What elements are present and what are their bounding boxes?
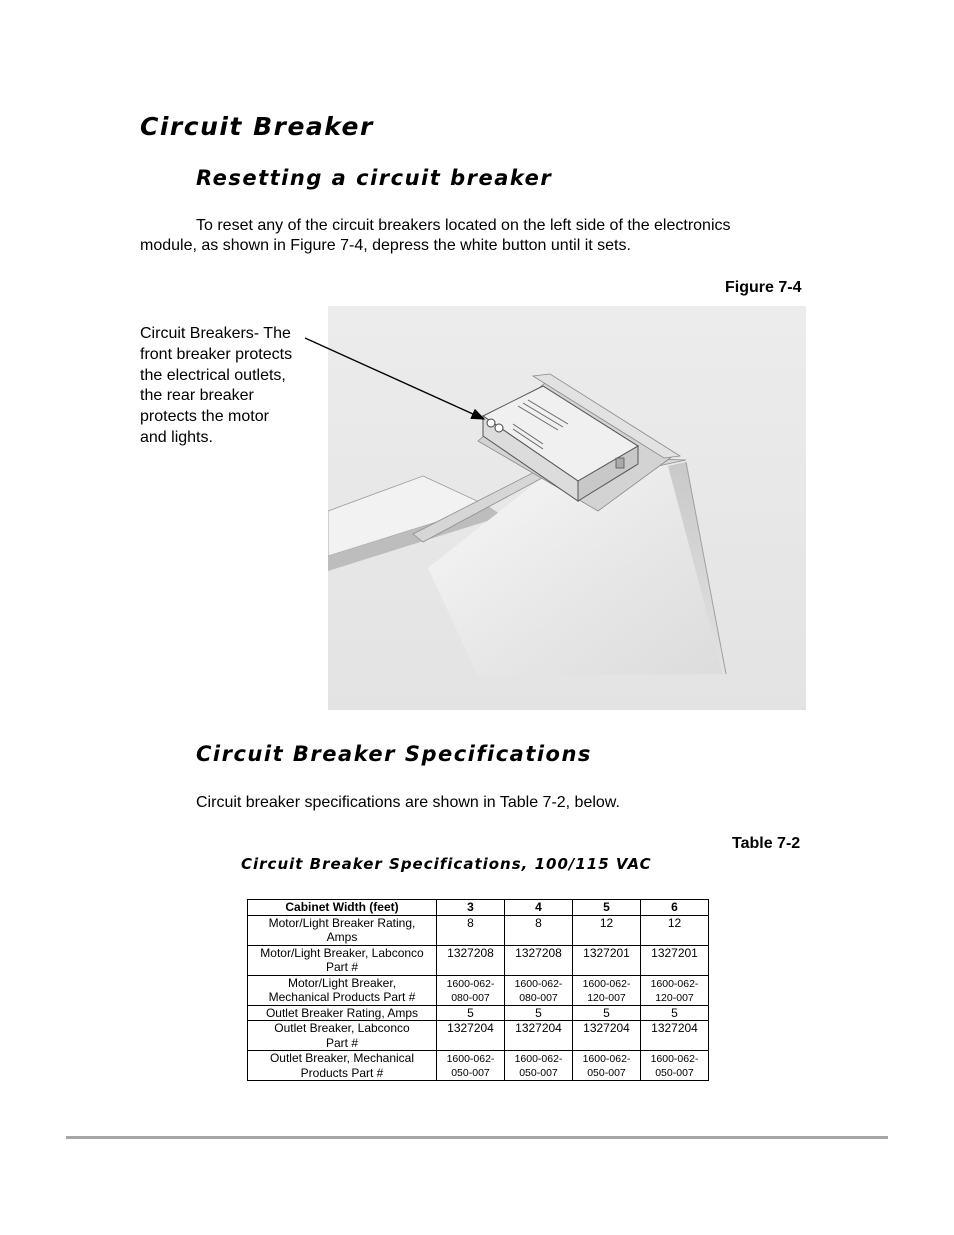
circuit-breaker-spec-table	[247, 899, 709, 1081]
cell-line: 5	[535, 1005, 542, 1020]
table-header-cell: 5	[573, 900, 641, 916]
table-header-cell: 6	[641, 900, 709, 916]
callout-line: the rear breaker	[140, 387, 254, 405]
row-label-line: Outlet Breaker Rating, Amps	[265, 1005, 419, 1020]
table-cell	[437, 915, 505, 945]
cell-line: 5	[603, 1005, 610, 1020]
cell-line: 1327208	[447, 945, 494, 960]
table-cell	[641, 945, 709, 975]
table-cell	[573, 915, 641, 945]
row-label-line: Motor/Light Breaker, Labconco	[260, 945, 424, 960]
table-cell	[505, 915, 573, 945]
page-heading: Circuit Breaker	[140, 112, 374, 141]
table-cell	[505, 1021, 573, 1051]
table-header-cell: Cabinet Width (feet)	[248, 900, 437, 916]
row-label-line: Products Part #	[300, 1065, 384, 1080]
cell-line: 1600-062-	[582, 977, 631, 990]
table-cell	[573, 945, 641, 975]
table-cell	[437, 945, 505, 975]
row-label-cell	[248, 915, 437, 945]
table-cell	[437, 1051, 505, 1081]
row-label-line: Part #	[325, 1035, 358, 1050]
specs-paragraph: Circuit breaker specifications are shown in Table 7-2, below.	[196, 794, 620, 811]
row-label-line: Part #	[325, 960, 358, 974]
cell-line: 050-007	[519, 1067, 558, 1079]
table-row	[248, 915, 709, 945]
table-cell	[505, 1005, 573, 1021]
cell-line: 5	[467, 1005, 474, 1020]
cell-line: 1600-062-	[650, 1053, 699, 1065]
table-title: Circuit Breaker Specifications, 100/115 VAC	[241, 855, 652, 873]
table-cell	[505, 1051, 573, 1081]
table-row	[248, 975, 709, 1005]
row-label-cell	[248, 1051, 437, 1081]
cell-line: 5	[671, 1005, 678, 1020]
table-cell	[573, 975, 641, 1005]
table-cell	[641, 915, 709, 945]
table-cell	[437, 1005, 505, 1021]
callout-text	[140, 324, 315, 449]
row-label-cell	[248, 945, 437, 975]
footer-divider	[66, 1136, 888, 1139]
cell-line: 8	[467, 915, 474, 930]
row-label-line: Outlet Breaker, Labconco	[274, 1021, 410, 1035]
cell-line: 1327201	[583, 945, 630, 960]
table-cell	[641, 1005, 709, 1021]
callout-line: and lights.	[140, 428, 213, 446]
cell-line: 1327204	[447, 1021, 494, 1035]
row-label-line: Amps	[326, 930, 358, 944]
cell-line: 1327201	[651, 945, 698, 960]
section-heading-specs: Circuit Breaker Specifications	[196, 742, 592, 766]
cell-line: 1600-062-	[582, 1053, 631, 1065]
cell-line: 1600-062-	[514, 977, 563, 990]
table-cell	[641, 1051, 709, 1081]
cell-line: 12	[599, 915, 614, 930]
row-label-cell	[248, 975, 437, 1005]
table-cell	[573, 1021, 641, 1051]
row-label-cell	[248, 1005, 437, 1021]
row-label-cell	[248, 1021, 437, 1051]
callout-line: the electrical outlets,	[140, 366, 286, 384]
figure-electronics-module-photo	[328, 306, 806, 710]
reset-paragraph-line-2: module, as shown in Figure 7-4, depress the white button until it sets.	[140, 237, 631, 254]
row-label-line: Motor/Light Breaker Rating,	[268, 915, 416, 930]
cell-line: 1600-062-	[446, 1053, 495, 1065]
table-cell	[505, 945, 573, 975]
table-cell	[573, 1051, 641, 1081]
cell-line: 050-007	[587, 1067, 626, 1079]
table-cell	[437, 1021, 505, 1051]
cell-line: 080-007	[519, 991, 558, 1004]
reset-paragraph-line-1: To reset any of the circuit breakers located on the left side of the electronics	[196, 217, 731, 234]
row-label-line: Mechanical Products Part #	[268, 990, 416, 1004]
row-label-line: Motor/Light Breaker,	[287, 975, 397, 990]
table-header-cell: 3	[437, 900, 505, 916]
cabinet-illustration	[328, 306, 806, 710]
table-cell	[641, 1021, 709, 1051]
cell-line: 12	[667, 915, 682, 930]
callout-line: front breaker protects	[140, 345, 293, 363]
callout-line: Circuit Breakers- The	[140, 325, 291, 342]
table-cell	[505, 975, 573, 1005]
cell-line: 1327208	[515, 945, 562, 960]
table-row	[248, 1021, 709, 1051]
cell-line: 080-007	[451, 991, 490, 1004]
cell-line: 1600-062-	[514, 1053, 563, 1065]
table-body	[248, 915, 709, 1081]
cell-line: 1327204	[651, 1021, 698, 1035]
figure-caption: Figure 7-4	[725, 279, 802, 296]
row-label-line: Outlet Breaker, Mechanical	[269, 1051, 415, 1065]
cell-line: 1327204	[583, 1021, 630, 1035]
cell-line: 050-007	[451, 1067, 490, 1079]
table-header-row	[248, 900, 709, 916]
cell-line: 120-007	[655, 991, 694, 1004]
table-cell	[641, 975, 709, 1005]
cell-line: 8	[535, 915, 542, 930]
table-cell	[573, 1005, 641, 1021]
cell-line: 050-007	[655, 1067, 694, 1079]
table-header-cell: 4	[505, 900, 573, 916]
table-cell	[437, 975, 505, 1005]
cell-line: 120-007	[587, 991, 626, 1004]
cell-line: 1327204	[515, 1021, 562, 1035]
table-row	[248, 945, 709, 975]
table-caption: Table 7-2	[732, 835, 801, 852]
callout-line: protects the motor	[140, 408, 269, 426]
cell-line: 1600-062-	[650, 977, 699, 990]
cell-line: 1600-062-	[446, 977, 495, 990]
section-heading-reset: Resetting a circuit breaker	[196, 166, 553, 190]
table-row	[248, 1051, 709, 1081]
table-row	[248, 1005, 709, 1021]
